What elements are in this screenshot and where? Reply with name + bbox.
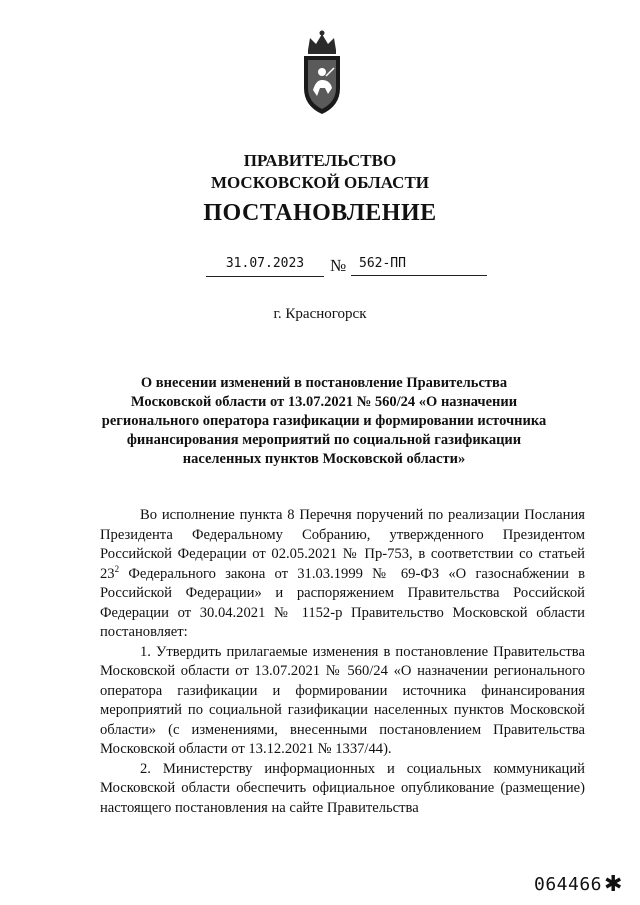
body-paragraph-3: 2. Министерству информационных и социальных коммуникаций Московской области обеспечить официальное опубликование (размещение) настоящего постановления на сайте Правительства <box>100 760 585 816</box>
body-paragraph-1 <box>100 506 585 643</box>
city-of-issue: г. Красногорск <box>273 306 367 322</box>
document-date: 31.07.2023 <box>206 256 324 277</box>
body-paragraph-1-part-a: Во исполнение пункта 8 Перечня поручений по реализации Послания Президента Федеральному Собранию, утвержденного Президентом Российской Федерации от 02.05.2021 № Пр-753, в соответствии со статьей 23 <box>100 507 585 582</box>
coat-of-arms-graphic <box>298 28 346 116</box>
article-superscript: 2 <box>114 563 120 574</box>
body-paragraph-1-part-b: Федерального закона от 31.03.1999 № 69-ФЗ «О газоснабжении в Российской Федерации» и распоряжением Правительства Российской Федерации от 30.04.2021 № 1152-р Правительство Московской области постановляет: <box>100 565 585 640</box>
document-number: 562-ПП <box>351 256 487 276</box>
number-sign: № <box>330 256 347 275</box>
serial-stamp-number: 064466 <box>534 874 603 895</box>
stamp-asterisk-icon: ✱ <box>604 872 623 897</box>
coat-of-arms-icon <box>298 28 346 116</box>
document-body <box>100 506 585 818</box>
document-title: О внесении изменений в постановление Правительства Московской области от 13.07.2021 № 560/24 «О назначении регионального оператора газификации и формировании источника финансирования мероприятий по социальной газификации населенных пунктов Московской области» <box>101 375 547 467</box>
organization-name-line2: МОСКОВСКОЙ ОБЛАСТИ <box>210 173 430 192</box>
body-paragraph-2: 1. Утвердить прилагаемые изменения в постановление Правительства Московской области от 13.07.2021 № 560/24 «О назначении регионального оператора газификации и формировании источника финансирования мероприятий по социальной газификации населенных пунктов Московской области» (с изменениями, внесенными постановлением Правительства Московской области от 13.12.2021 № 1337/44). <box>100 643 585 757</box>
document-type-heading: ПОСТАНОВЛЕНИЕ <box>203 200 437 226</box>
organization-name-line1: ПРАВИТЕЛЬСТВО <box>243 151 397 170</box>
